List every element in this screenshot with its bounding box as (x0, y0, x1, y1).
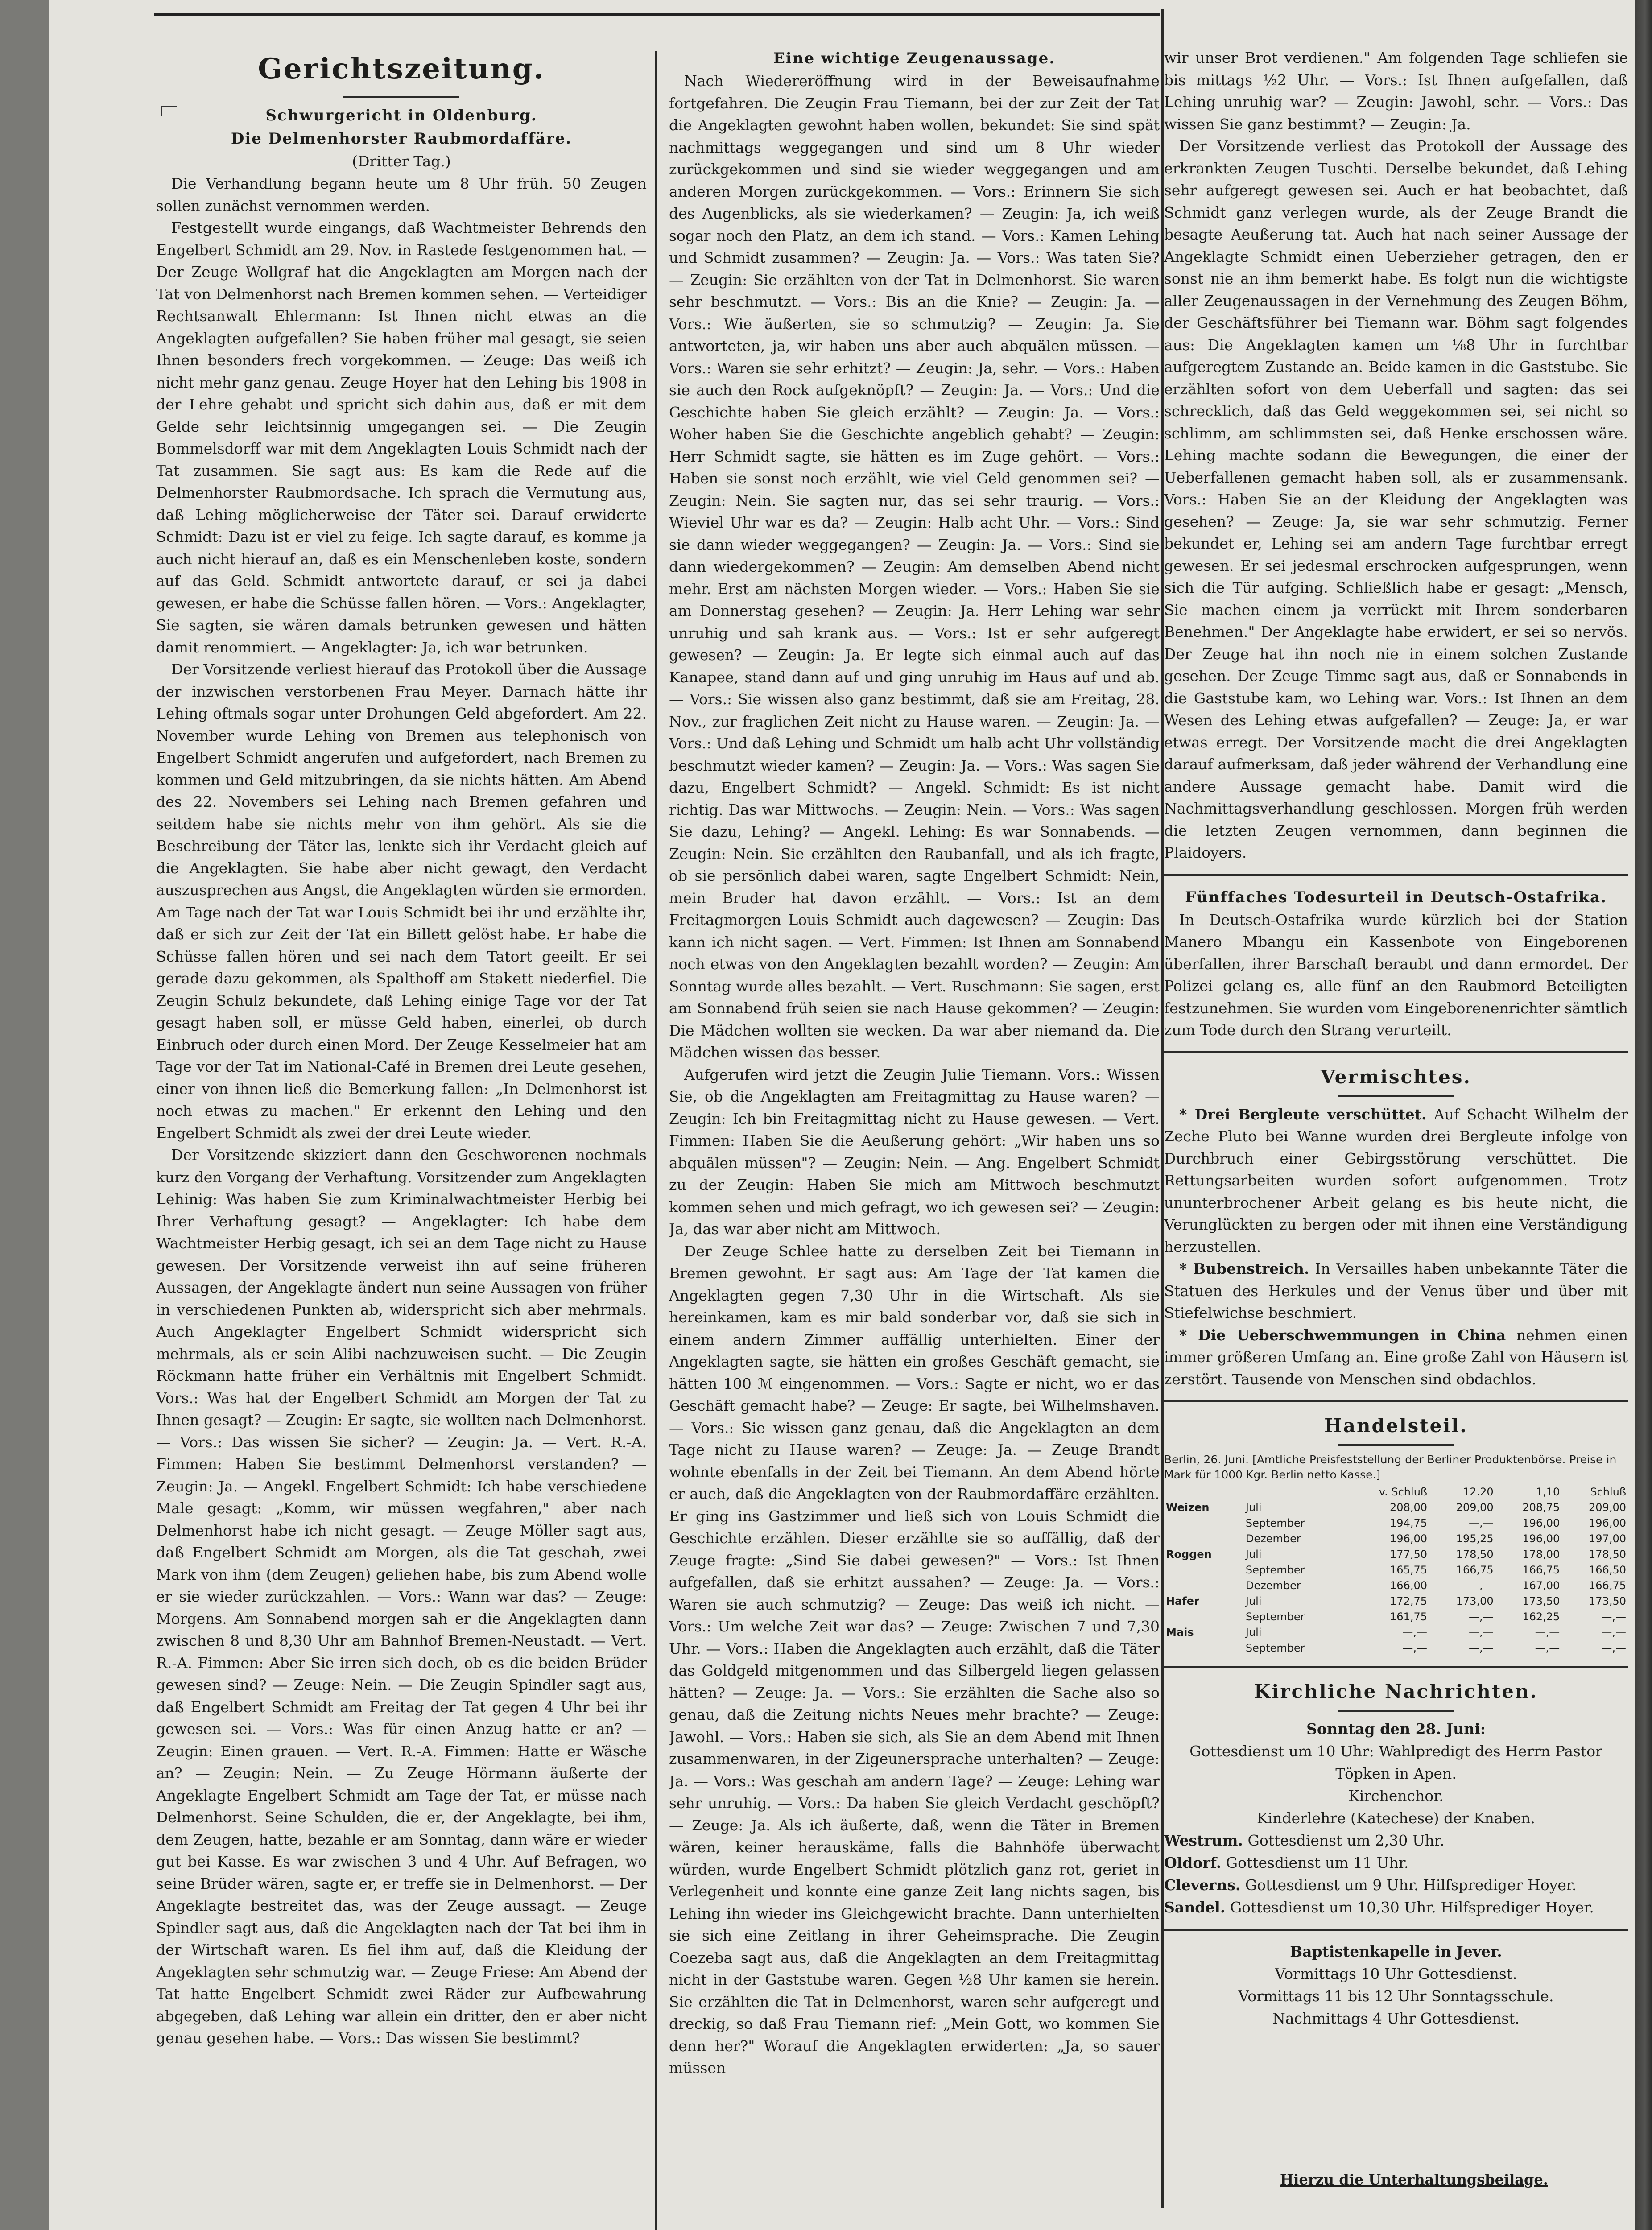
price-cell: 178,50 (1589, 1548, 1626, 1561)
church-service: Gottesdienst um 10 Uhr: Wahlpredigt des Herrn Pastor Töpken in Apen. (1189, 1743, 1602, 1782)
church-place-text: Gottesdienst um 2,30 Uhr. (1247, 1832, 1445, 1849)
column-court-news (156, 47, 647, 2230)
grain-label (1164, 1516, 1244, 1531)
death-sentence-text: In Deutsch-Ostafrika wurde kürzlich bei der Station Manero Mbangu ein Kassenbote von Eingeborenen überfallen, ihrer Barschaft beraubt und dann ermordet. Der Polizei gelang es, alle fünf an den Raubmord Beteiligten festzunehmen. Sie wurden vom Eingeborenenrichter sämtlich zum Tode durch den Strang verurteilt. (1164, 911, 1628, 1039)
price-cell: 196,00 (1522, 1532, 1560, 1545)
price-cell: —,— (1469, 1517, 1494, 1529)
market-row (1164, 1562, 1628, 1578)
market-row (1164, 1594, 1628, 1609)
grain-label (1164, 1578, 1244, 1594)
price-cell: 172,75 (1390, 1595, 1428, 1607)
top-rule (154, 13, 1160, 16)
church-place-item (1164, 1896, 1628, 1919)
price-cell: 178,50 (1456, 1548, 1494, 1561)
month-label: September (1245, 1564, 1305, 1576)
column-witness-testimony (669, 47, 1160, 2230)
separator (1164, 874, 1628, 876)
price-cell: —,— (1469, 1611, 1494, 1623)
section-title-court: Gerichtszeitung. (258, 52, 545, 86)
price-cell: —,— (1469, 1579, 1494, 1592)
church-date: Sonntag den 28. Juni: (1306, 1720, 1486, 1738)
price-cell: 208,00 (1390, 1501, 1428, 1514)
church-place-item (1164, 1852, 1628, 1874)
section-title-church: Kirchliche Nachrichten. (1254, 1681, 1538, 1702)
market-col-header: v. Schluß (1379, 1486, 1428, 1498)
price-cell: 173,50 (1522, 1595, 1560, 1607)
price-cell: 208,75 (1522, 1501, 1560, 1514)
church-place: Sandel. (1164, 1899, 1226, 1916)
church-place-text: Gottesdienst um 9 Uhr. Hilfsprediger Hoyer. (1245, 1876, 1577, 1894)
separator (1164, 1051, 1628, 1053)
witness-headline: Eine wichtige Zeugenaussage. (773, 50, 1056, 67)
church-place-text: Gottesdienst um 11 Uhr. (1226, 1854, 1409, 1871)
baptist-line: Nachmittags 4 Uhr Gottesdienst. (1272, 2010, 1520, 2027)
price-cell: —,— (1535, 1642, 1560, 1654)
price-cell: 209,00 (1456, 1501, 1494, 1514)
article-paragraph: Festgestellt wurde eingangs, daß Wachtmeister Behrends den Engelbert Schmidt am 29. Nov. in Rastede festgenommen hat. — Der Zeuge Wollgraf hat die Angeklagten am Morgen nach der Tat von Delmenhorst nach Bremen kommen sehen. — Verteidiger Rechtsanwalt Ehlermann: Ist Ihnen nicht etwas an die Angeklagten aufgefallen? Sie haben früher mal gesagt, sie seien Ihnen besonders frech vorgekommen. — Zeuge: Das weiß ich nicht mehr ganz genau. Zeuge Hoyer hat den Lehing bis 1908 in der Lehre gehabt und spricht sich dahin aus, daß er mit dem Gelde sehr leichtsinnig umgegangen sei. — Die Zeugin Bommelsdorff war mit dem Angeklagten Louis Schmidt nach der Tat zusammen. Sie sagt aus: Es kam die Rede auf die Delmenhorster Raubmordsache. Ich sprach die Vermutung aus, daß Lehing möglicherweise der Täter sei. Darauf erwiderte Schmidt: Dazu ist er viel zu feige. Ich sagte darauf, es komme ja auch nicht hierauf an, daß es ein Menschenleben koste, sondern auf das Geld. Schmidt antwortete darauf, er sei ja dabei gewesen, er habe die Schüsse fallen hören. — Vors.: Angeklagter, Sie sagten, sie wären damals betrunken gewesen und hätten damit renommiert. — Angeklagter: Ja, ich war betrunken. (156, 219, 647, 656)
case-title: Die Delmenhorster Raubmordaffäre. (231, 130, 572, 148)
church-place-text: Gottesdienst um 10,30 Uhr. Hilfsprediger Hoyer. (1230, 1899, 1594, 1916)
church-choir: Kirchenchor. (1348, 1787, 1444, 1805)
month-label: Dezember (1245, 1532, 1301, 1545)
market-col-header: Schluß (1590, 1486, 1626, 1498)
article-paragraph: Der Zeuge Schlee hatte zu derselben Zeit bei Tiemann in Bremen gewohnt. Er sagt aus: Am Tage der Tat kamen die Angeklagten gegen 7,30 Uhr in die Wirtschaft. Als sie hereinkamen, kam es mir bald sonderbar vor, daß sie sich in einem andern Zimmer auffällig unterhielten. Einer der Angeklagten sagte, sie hätten ein großes Geschäft gemacht, sie hätten 100 ℳ eingenommen. — Vors.: Sagte er nicht, wo er das Geschäft gemacht habe? — Zeuge: Er sagte, bei Wilhelmshaven. — Vors.: Sie wissen ganz genau, daß die Angeklagten an dem Tage nicht zu Hause waren? — Zeuge: Ja. — Zeuge Brandt wohnte ebenfalls in der Zeit bei Tiemann. An dem Abend hörte er auch, daß die Angeklagten von der Raubmordaffäre erzählten. Er ging ins Gastzimmer und ließ sich von Louis Schmidt die Geschichte erzählen. Dieser erzählte sie so auffällig, daß der Zeuge fragte: „Sind Sie dabei gewesen?" — Vors.: Ist Ihnen aufgefallen, daß sie erhitzt aussahen? — Zeuge: Ja. — Vors.: Waren sie auch schmutzig? — Zeuge: Das weiß ich nicht. — Vors.: Um welche Zeit war das? — Zeuge: Zwischen 7 und 7,30 Uhr. — Vors.: Haben die Angeklagten auch erzählt, daß die Täter das Goldgeld mitgenommen und das Silbergeld liegen gelassen hätten? — Zeuge: Ja. — Vors.: Sie erzählten die Sache also so genau, daß die Zeitung nichts Neues mehr brachte? — Zeuge: Jawohl. — Vors.: Haben sie sich, als Sie an dem Abend mit Ihnen zusammenwaren, in der Zigeunersprache unterhalten? — Zeuge: Ja. — Vors.: Was geschah am andern Tage? — Zeuge: Lehing war sehr unruhig. — Vors.: Da haben Sie gleich Verdacht geschöpft? — Zeuge: Ja. Als ich äußerte, daß, wenn die Täter in Bremen wären, keiner herauskäme, falls die Bahnhöfe überwacht würden, wurde Engelbert Schmidt plötzlich ganz rot, geriet in Verlegenheit und konnte eine ganze Zeit lang nichts sagen, bis Lehing ihn wieder ins Gleichgewicht brachte. Dann unterhielten sie sich eine Zeitlang in ihrer Geheimsprache. Die Zeugin Coezeba sagt aus, daß die Angeklagten an dem Freitagmittag nicht in der Gaststube waren. Gegen ½8 Uhr kamen sie herein. Sie erzählten die Tat in Delmenhorst, waren sehr aufgeregt und dreckig, so daß Frau Tiemann rief: „Mein Gott, wo kommen Sie denn her?" Worauf die Angeklagten erwiderten: „Ja, so sauer müssen (669, 1242, 1160, 2077)
misc-item-text: nehmen einen immer größeren Umfang an. Eine große Zahl von Häusern ist zerstört. Tausende von Menschen sind obdachlos. (1164, 1326, 1628, 1388)
column3-footer: Hierzu die Unterhaltungsbeilage. (1280, 2171, 1548, 2188)
market-row (1164, 1516, 1628, 1531)
baptist-title: Baptistenkapelle in Jever. (1290, 1943, 1502, 1960)
title-underline (1338, 1710, 1454, 1712)
price-cell: 161,75 (1390, 1611, 1428, 1623)
market-price-table (1164, 1484, 1628, 1656)
price-cell: 173,00 (1456, 1595, 1494, 1607)
month-label: Dezember (1245, 1579, 1301, 1592)
separator (1164, 1929, 1628, 1931)
price-cell: —,— (1469, 1626, 1494, 1639)
market-col-header: 12.20 (1462, 1486, 1494, 1498)
market-intro: Berlin, 26. Juni. [Amtliche Preisfeststellung der Berliner Produktenbörse. Preise in Mark für 1000 Kgr. Berlin netto Kasse.] (1164, 1453, 1617, 1481)
baptist-line: Vormittags 10 Uhr Gottesdienst. (1275, 1965, 1517, 1982)
misc-item (1164, 1103, 1628, 1258)
price-cell: —,— (1469, 1642, 1494, 1654)
death-sentence-headline: Fünffaches Todesurteil in Deutsch-Ostafrika. (1185, 888, 1607, 906)
price-cell: 209,00 (1589, 1501, 1626, 1514)
price-cell: 195,25 (1456, 1532, 1494, 1545)
price-cell: —,— (1402, 1626, 1428, 1639)
trial-day: (Dritter Tag.) (352, 153, 451, 170)
baptist-line: Vormittags 11 bis 12 Uhr Sonntagsschule. (1238, 1987, 1554, 2005)
price-cell: 166,75 (1589, 1579, 1626, 1592)
church-place: Cleverns. (1164, 1876, 1241, 1894)
church-place: Westrum. (1164, 1832, 1243, 1849)
market-header-row (1164, 1484, 1628, 1500)
month-label: Juli (1245, 1548, 1262, 1561)
price-cell: 196,00 (1589, 1517, 1626, 1529)
price-cell: 166,00 (1390, 1579, 1428, 1592)
misc-item-text: Auf Schacht Wilhelm der Zeche Pluto bei Wanne wurden drei Bergleute infolge von Durchbruch einer Gebirgsstörung verschüttet. Die Rettungsarbeiten wurden sofort aufgenommen. Trotz ununterbrochener Arbeit gelang es bis heute nicht, die Verunglückten zu bergen oder mit ihnen eine Verständigung herzustellen. (1164, 1105, 1628, 1255)
price-cell: 178,00 (1522, 1548, 1560, 1561)
price-cell: 177,50 (1390, 1548, 1428, 1561)
grain-label (1164, 1609, 1244, 1625)
church-place-item (1164, 1874, 1628, 1896)
grain-label: Hafer (1166, 1595, 1199, 1607)
price-cell: —,— (1601, 1642, 1626, 1654)
price-cell: 197,00 (1589, 1532, 1626, 1545)
church-place: Oldorf. (1164, 1854, 1222, 1871)
section-title-market: Handelsteil. (1324, 1415, 1468, 1437)
column-divider-2 (1161, 9, 1164, 2208)
church-teaching: Kinderlehre (Katechese) der Knaben. (1256, 1809, 1535, 1827)
misc-item-head: * Die Ueberschwemmungen in China (1179, 1326, 1506, 1344)
grain-label: Weizen (1166, 1501, 1210, 1514)
binding-edge (1635, 0, 1652, 2230)
grain-label: Roggen (1166, 1548, 1212, 1561)
price-cell: 194,75 (1390, 1517, 1428, 1529)
price-cell: —,— (1601, 1626, 1626, 1639)
misc-item-head: * Drei Bergleute verschüttet. (1179, 1105, 1427, 1123)
market-col-header: 1,10 (1536, 1486, 1560, 1498)
price-cell: —,— (1535, 1626, 1560, 1639)
separator (1164, 1666, 1628, 1668)
price-cell: 173,50 (1589, 1595, 1626, 1607)
price-cell: 167,00 (1522, 1579, 1560, 1592)
title-underline (1338, 1444, 1454, 1446)
grain-label (1164, 1562, 1244, 1578)
column-misc (1164, 47, 1628, 2230)
market-row (1164, 1531, 1628, 1547)
month-label: Juli (1245, 1595, 1262, 1607)
separator (1164, 1400, 1628, 1402)
grain-label (1164, 1531, 1244, 1547)
grain-label (1164, 1640, 1244, 1656)
article-paragraph: Nach Wiedereröffnung wird in der Beweisaufnahme fortgefahren. Die Zeugin Frau Tiemann, bei der zur Zeit der Tat die Angeklagten gewohnt haben wollen, bekundet: Sie sind spät nachmittags weggegangen und sind um 8 Uhr wieder zurückgekommen und sind sie wieder weggegangen und am anderen Morgen zurückgekommen. — Vors.: Erinnern Sie sich des Augenblicks, als sie wiederkamen? — Zeugin: Ja, ich weiß sogar noch den Platz, an dem ich stand. — Vors.: Kamen Lehing und Schmidt zusammen? — Zeugin: Ja. — Vors.: Was taten Sie? — Zeugin: Sie erzählten von der Tat in Delmenhorst. Sie waren sehr beschmutzt. — Vors.: Bis an die Knie? — Zeugin: Ja. — Vors.: Wie äußerten, sie so schmutzig? — Zeugin: Ja. Sie antworteten, ja, wir haben uns aber auch abquälen müssen. — Vors.: Waren sie sehr erhitzt? — Zeugin: Ja, sehr. — Vors.: Haben sie auch den Rock aufgeknöpft? — Zeugin: Ja. — Vors.: Und die Geschichte haben Sie gleich erzählt? — Zeugin: Ja. — Vors.: Woher haben Sie die Geschichte angeblich gehabt? — Zeugin: Herr Schmidt sagte, sie hätten es im Zuge gehört. — Vors.: Haben sie sonst noch erzählt, wie viel Geld genommen sei? — Zeugin: Nein. Sie sagten nur, das sei sehr traurig. — Vors.: Wieviel Uhr war es da? — Zeugin: Halb acht Uhr. — Vors.: Sind sie dann wieder weggegangen? — Zeugin: Ja. — Vors.: Sind sie dann wiedergekommen? — Zeugin: Am demselben Abend nicht mehr. Erst am nächsten Morgen wieder. — Vors.: Haben Sie sie am Donnerstag gesehen? — Zeugin: Ja. Herr Lehing war sehr unruhig und sah krank aus. — Vors.: Ist er sehr aufgeregt gewesen? — Zeugin: Ja. Er legte sich einmal auch auf das Kanapee, stand dann auf und ging unruhig im Haus auf und ab. — Vors.: Sie wissen also ganz bestimmt, daß sie am Freitag, 28. Nov., zur fraglichen Zeit nicht zu Hause waren. — Zeugin: Ja. — Vors.: Und daß Lehing und Schmidt um halb acht Uhr vollständig beschmutzt wieder kamen? — Zeugin: Ja. — Vors.: Was sagen Sie dazu, Engelbert Schmidt? — Angekl. Schmidt: Es ist nicht richtig. Das war Mittwochs. — Zeugin: Nein. — Vors.: Was sagen Sie dazu, Lehing? — Angekl. Lehing: Es war Sonnabends. — Zeugin: Nein. Sie erzählten den Raubanfall, und als ich fragte, ob sie persönlich dabei waren, sagte Engelbert Schmidt: Nein, mein Bruder hat davon erzählt. — Vors.: Ist an dem Freitagmorgen Louis Schmidt auch dagewesen? — Zeugin: Das kann ich nicht sagen. — Vert. Fimmen: Ist Ihnen am Sonnabend noch etwas von den Angeklagten bezahlt worden? — Zeugin: Am Sonntag wurde alles bezahlt. — Vert. Ruschmann: Sie sagen, erst am Sonnabend früh seien sie nach Hause gekommen? — Zeugin: Die Mädchen wollten sie wecken. Da war aber niemand da. Die Mädchen wissen das besser. (669, 72, 1160, 1061)
court-subtitle: Schwurgericht in Oldenburg. (265, 107, 537, 124)
price-cell: —,— (1402, 1642, 1428, 1654)
month-label: September (1245, 1642, 1305, 1654)
market-row (1164, 1500, 1628, 1516)
article-paragraph: Der Vorsitzende verliest hierauf das Protokoll über die Aussage der inzwischen verstorbenen Frau Meyer. Darnach hätte ihr Lehing oftmals sogar unter Drohungen Geld abgefordert. Am 22. November wurde Lehing von Bremen aus telephonisch von Engelbert Schmidt angerufen und aufgefordert, nach Bremen zu kommen und Geld mitzubringen, da sie nichts hätten. Am Abend des 22. Novembers sei Lehing nach Bremen gefahren und seitdem habe sie nichts mehr von ihm gehört. Als sie die Beschreibung der Täter las, lenkte sich ihr Verdacht gleich auf die Angeklagten. Sie habe aber nicht gewagt, den Verdacht auszusprechen aus Angst, die Angeklagten würden sie ermorden. Am Tage nach der Tat war Louis Schmidt bei ihr und erzählte ihr, daß er sich zur Zeit der Tat ein Billett gelöst habe. Er habe die Schüsse fallen hören und sei nach dem Tatort geeilt. Er sei gerade dazu gekommen, als Spalthoff am Stakett niederfiel. Die Zeugin Schulz bekundete, daß Lehing einige Tage vor der Tat gesagt haben soll, er müsse Geld haben, einerlei, ob durch Einbruch oder durch einen Mord. Der Zeuge Kesselmeier hat am Tage vor der Tat im National-Café in Bremen drei Leute gesehen, einer von ihnen ließ die Bemerkung fallen: „In Delmenhorst ist noch etwas zu machen." Er erkennt den Lehing und den Engelbert Schmidt als zwei der drei Leute wieder. (156, 661, 647, 1142)
misc-item (1164, 1324, 1628, 1391)
price-cell: —,— (1601, 1611, 1626, 1623)
month-label: September (1245, 1611, 1305, 1623)
market-row (1164, 1609, 1628, 1625)
title-underline (1338, 1095, 1454, 1097)
market-row (1164, 1547, 1628, 1562)
title-underline (343, 96, 459, 98)
section-title-misc: Vermischtes. (1320, 1065, 1472, 1088)
article-paragraph: wir unser Brot verdienen." Am folgenden Tage schliefen sie bis mittags ½2 Uhr. — Vors.: Ist Ihnen aufgefallen, daß Lehing unruhig war? — Zeugin: Jawohl, sehr. — Vors.: Das wissen Sie ganz bestimmt? — Zeugin: Ja. (1164, 49, 1628, 133)
month-label: September (1245, 1517, 1305, 1529)
price-cell: 166,75 (1456, 1564, 1494, 1576)
misc-item (1164, 1258, 1628, 1324)
market-row (1164, 1578, 1628, 1594)
misc-item-head: * Bubenstreich. (1179, 1260, 1309, 1277)
market-row (1164, 1625, 1628, 1640)
price-cell: 162,25 (1522, 1611, 1560, 1623)
article-paragraph: Aufgerufen wird jetzt die Zeugin Julie Tiemann. Vors.: Wissen Sie, ob die Angeklagten am Freitagmittag zu Hause waren? — Zeugin: Ich bin Freitagmittag nicht zu Hause gewesen. — Vert. Fimmen: Haben Sie die Aeußerung gehört: „Wir haben uns so abquälen müssen"? — Zeugin: Nein. — Ang. Engelbert Schmidt zu der Zeugin: Haben Sie mich am Mittwoch beschmutzt kommen sehen und mich gefragt, wo ich gewesen sei? — Zeugin: Ja, das war aber nicht am Mittwoch. (669, 1065, 1160, 1238)
article-paragraph: Der Vorsitzende skizziert dann den Geschworenen nochmals kurz den Vorgang der Verhaftung. Vorsitzender zum Angeklagten Lehinig: Was haben Sie zum Kriminalwachtmeister Herbig bei Ihrer Verhaftung gesagt? — Angeklagter: Ich habe dem Wachtmeister Herbig gesagt, ich sei an dem Tage nicht zu Hause gewesen. Der Vorsitzende verweist ihn auf seine früheren Aussagen, der Angeklagte ändert nun seine Aussagen von früher in verschiedenen Punkten ab, widerspricht sich aber mehrmals. Auch Angeklagter Engelbert Schmidt widerspricht sich mehrmals, als er sein Alibi nachzuweisen sucht. — Die Zeugin Röckmann hatte früher ein Verhältnis mit Engelbert Schmidt. Vors.: Was hat der Engelbert Schmidt am Morgen der Tat zu Ihnen gesagt? — Zeugin: Er sagte, sie wollten nach Delmenhorst. — Vors.: Das wissen Sie sicher? — Zeugin: Ja. — Vert. R.-A. Fimmen: Haben Sie bestimmt Delmenhorst verstanden? — Zeugin: Ja. — Angekl. Engelbert Schmidt: Ich habe verschiedene Male gesagt: „Komm, wir müssen wegfahren," aber nach Delmenhorst habe ich nicht gesagt. — Zeuge Möller sagt aus, daß Engelbert Schmidt am Morgen, als die Tat geschah, zwei Mark von ihm (dem Zeugen) geliehen habe, bis zum Abend wolle er sie wieder zurückzahlen. — Vors.: Wann war das? — Zeuge: Morgens. Am Sonnabend morgen sah er die Angeklagten dann zwischen 8 und 8,30 Uhr am Bahnhof Bremen-Neustadt. — Vert. R.-A. Fimmen: Aber Sie irren sich doch, ob es die beiden Brüder gewesen sind? — Zeuge: Nein. — Die Zeugin Spindler sagt aus, daß Engelbert Schmidt am Freitag der Tat gegen 4 Uhr bei ihr gewesen sei. — Vors.: Was für einen Anzug hatte er an? — Zeugin: Einen grauen. — Vert. R.-A. Fimmen: Hatte er Wäsche an? — Zeugin: Nein. — Zu Zeuge Hörmann äußerte der Angeklagte Engelbert Schmidt am Tage der Tat, er müsse nach Delmenhorst. Seine Schulden, die er, der Angeklagte, bei ihm, dem Zeugen, hatte, bezahle er am Sonntag, dann wäre er wieder gut bei Kasse. Es war zwischen 3 und 4 Uhr. Auf Befragen, wo seine Brüder wären, sagte er, er treffe sie in Delmenhorst. — Der Angeklagte bestreitet das, was der Zeuge aussagt. — Zeuge Spindler sagt aus, daß die Angeklagten nach der Tat bei ihm in der Wirtschaft waren. Es fiel ihm auf, daß die Kleidung der Angeklagten sehr schmutzig war. — Zeuge Friese: Am Abend der Tat hatte Engelbert Schmidt zwei Räder zur Aufbewahrung abgegeben, daß Lehing war allein ein dritter, den er aber nicht genau gesehen habe. — Vors.: Das wissen Sie bestimmt? (156, 1146, 647, 2047)
month-label: Juli (1245, 1626, 1262, 1639)
price-cell: 166,50 (1589, 1564, 1626, 1576)
article-paragraph: Die Verhandlung begann heute um 8 Uhr früh. 50 Zeugen sollen zunächst vernommen werden. (156, 175, 647, 215)
price-cell: 196,00 (1522, 1517, 1560, 1529)
article-paragraph: Der Vorsitzende verliest das Protokoll der Aussage des erkrankten Zeugen Tuschti. Derselbe bekundet, daß Lehing sehr aufgeregt gewesen sei. Auch er hat beobachtet, daß Schmidt ganz verlegen wurde, als der Zeuge Brandt die besagte Aeußerung tat. Auch hat nach seiner Aussage der Angeklagte Schmidt einen Ueberzieher getragen, den er sonst nie an ihm bemerkt habe. Es folgt nun die wichtigste aller Zeugenaussagen in der Vernehmung des Zeugen Böhm, der Geschäftsführer bei Tiemann war. Böhm sagt folgendes aus: Die Angeklagten kamen um ⅛8 Uhr in furchtbar aufgeregtem Zustande an. Beide kamen in die Gaststube. Sie erzählten sofort von dem Ueberfall und sagten: das sei schrecklich, daß das Geld weggekommen sei, sei nicht so schlimm, am schlimmsten sei, daß Henke erschossen wäre. Lehing machte sodann die Bewegungen, die einer der Ueberfallenen gemacht haben soll, als er zusammensank. Vors.: Haben Sie an der Kleidung der Angeklagten was gesehen? — Zeuge: Ja, sie war sehr schmutzig. Ferner bekundet er, Lehing sei am andern Tage furchtbar erregt gewesen. Er sei jedesmal erschrocken aufgesprungen, wenn sich die Tür aufging. Schließlich habe er gesagt: „Mensch, Sie machen einem ja verrückt mit Ihrem sonderbaren Benehmen." Der Angeklagte habe erwidert, er sei so nervös. Der Zeuge hat ihn noch nie in einem solchen Zustande gesehen. Der Zeuge Timme sagt aus, daß er Sonnabends in die Gaststube kam, wo Lehing war. Vors.: Ist Ihnen an dem Wesen des Lehing etwas aufgefallen? — Zeuge: Ja, er war etwas erregt. Der Vorsitzende macht die drei Angeklagten darauf aufmerksam, daß jeder während der Verhandlung eine andere Aussage gemacht habe. Damit wird die Nachmittagsverhandlung geschlossen. Morgen früh werden die letzten Zeugen vernommen, dann beginnen die Plaidoyers. (1164, 137, 1628, 861)
market-row (1164, 1640, 1628, 1656)
church-place-item (1164, 1829, 1628, 1852)
price-cell: 165,75 (1390, 1564, 1428, 1576)
month-label: Juli (1245, 1501, 1262, 1514)
price-cell: 196,00 (1390, 1532, 1428, 1545)
price-cell: 166,75 (1522, 1564, 1560, 1576)
column-divider-1 (655, 51, 657, 2230)
misc-item-text: In Versailles haben unbekannte Täter die Statuen des Herkules und der Venus über und über mit Stiefelwichse beschmiert. (1164, 1260, 1628, 1321)
grain-label: Mais (1166, 1626, 1194, 1639)
